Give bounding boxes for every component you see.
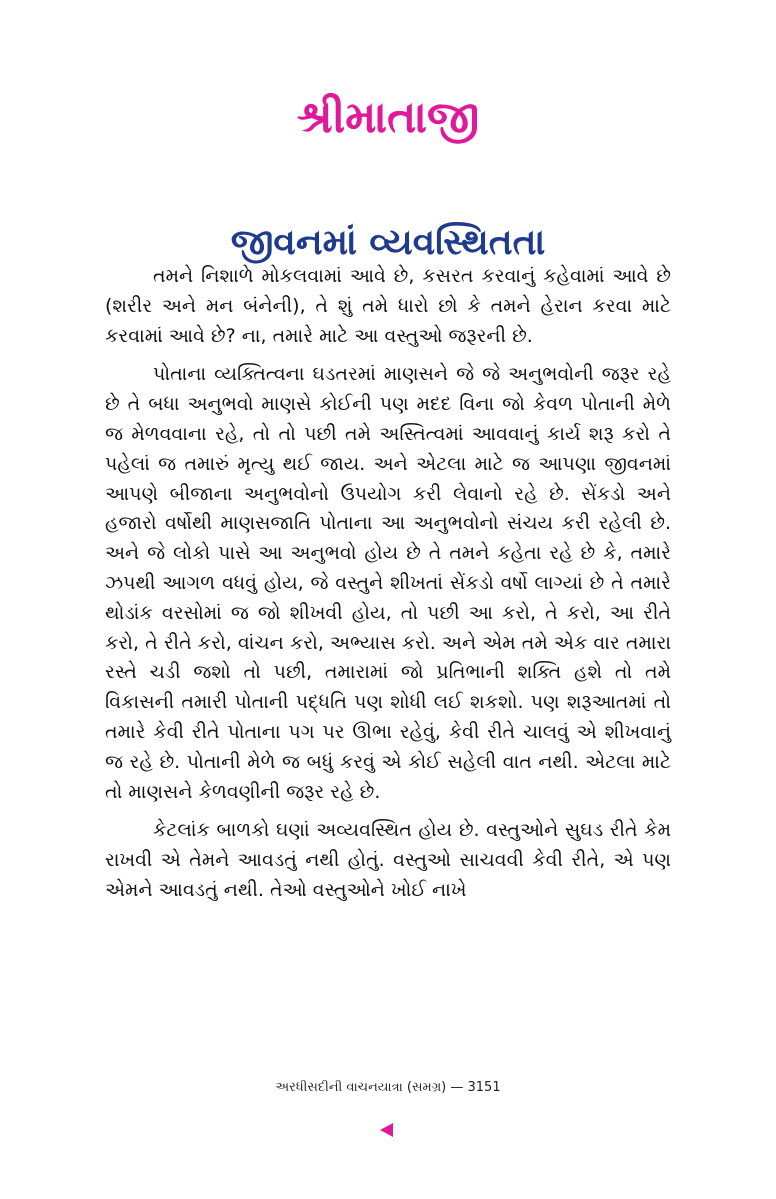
page-title: જીવનમાં વ્યવસ્થિતતા — [230, 222, 546, 263]
paragraph: તમને નિશાળે મોકલવામાં આવે છે, કસરત કરવાનું કહેવામાં આવે છે (શરીર અને મન બંનેની), તે શું તમે ધારો છો કે તમને હેરાન કરવા માટે કરવામાં આવે છે? ના, તમારે માટે આ વસ્તુઓ જરૂરની છે. — [105, 265, 671, 347]
page-footer: અરધીસદીની વાચનયાત્રા (સમગ્ર) — 3151 — [275, 1080, 501, 1095]
paragraph: કેટલાંક બાળકો ઘણાં અવ્યવસ્થિત હોય છે. વસ્તુઓને સુઘડ રીતે કેમ રાખવી એ તેમને આવડતું નથી હોતું. વસ્તુઓ સાચવવી કેવી રીતે, એ પણ એમને આવડતું નથી. તેઓ વસ્તુઓને ખોઈ નાખે — [105, 819, 671, 901]
article-body — [105, 262, 671, 915]
author-heading: શ્રીમાતાજી — [296, 92, 480, 143]
left-triangle-icon[interactable] — [380, 1123, 393, 1137]
paragraph: પોતાના વ્યક્તિત્વના ઘડતરમાં માણસને જે જે અનુભવોની જરૂર રહે છે તે બધા અનુભવો માણસે કોઈની પણ મદદ વિના જો કેવળ પોતાની મેળે જ મેળવવાના રહે, તો તો પછી તમે અસ્તિત્વમાં આવવાનું કાર્ય શરૂ કરો તે પહેલાં જ તમારું મૃત્યુ થઈ જાય. અને એટલા માટે જ આપણા જીવનમાં આપણે બીજાના અનુભવોનો ઉપયોગ કરી લેવાનો રહે છે. સેંકડો અને હજારો વર્ષોથી માણસજાતિ પોતાના આ અનુભવોનો સંચય કરી રહેલી છે. અને જે લોકો પાસે આ અનુભવો હોય છે તે તમને કહેતા રહે છે કે, તમારે ઝપથી આગળ વધવું હોય, જે વસ્તુને શીખતાં સેંકડો વર્ષો લાગ્યાં છે તે તમારે થોડાંક વરસોમાં જ જો શીખવી હોય, તો પછી આ કરો, તે કરો, આ રીતે કરો, તે રીતે કરો, વાંચન કરો, અભ્યાસ કરો. અને એમ તમે એક વાર તમારા રસ્તે ચડી જશો તો પછી, તમારામાં જો પ્રતિભાની શક્તિ હશે તો તમે વિકાસની તમારી પોતાની પદ્ધતિ પણ શોધી લઈ શકશો. પણ શરૂઆતમાં તો તમારે કેવી રીતે પોતાના પગ પર ઊભા રહેવું, કેવી રીતે ચાલવું એ શીખવાનું જ રહે છે. પોતાની મેળે જ બધું કરવું એ કોઈ સહેલી વાત નથી. એટલા માટે તો માણસને કેળવણીની જરૂર રહે છે. — [105, 363, 671, 803]
